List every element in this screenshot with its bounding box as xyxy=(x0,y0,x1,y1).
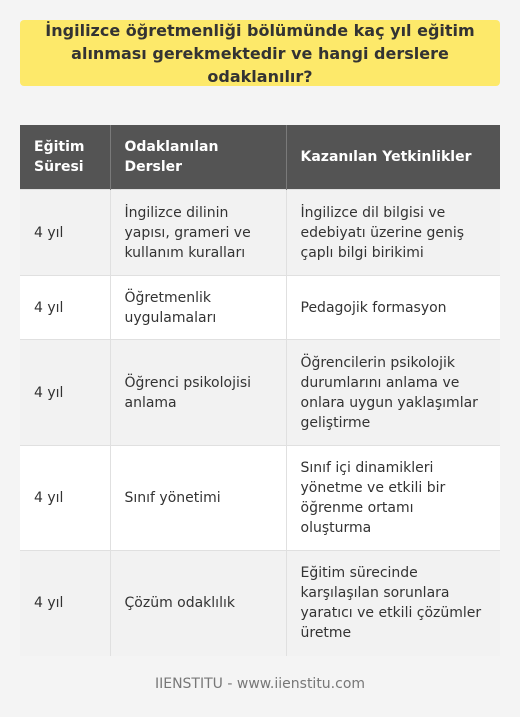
table-row xyxy=(20,190,500,276)
table-row xyxy=(20,340,500,446)
header-courses: Odaklanılan Dersler xyxy=(110,125,286,190)
cell-course: Sınıf yönetimi xyxy=(110,446,286,551)
table-row xyxy=(20,446,500,551)
table-row xyxy=(20,276,500,340)
cell-skill: Pedagojik formasyon xyxy=(286,276,500,340)
header-skills: Kazanılan Yetkinlikler xyxy=(286,125,500,190)
cell-duration: 4 yıl xyxy=(20,551,110,656)
cell-duration: 4 yıl xyxy=(20,276,110,340)
cell-duration: 4 yıl xyxy=(20,446,110,551)
cell-course: Çözüm odaklılık xyxy=(110,551,286,656)
education-table xyxy=(20,125,500,656)
cell-duration: 4 yıl xyxy=(20,190,110,276)
title-banner xyxy=(20,20,500,86)
cell-course: Öğretmenlik uygulamaları xyxy=(110,276,286,340)
page-title: İngilizce öğretmenliği bölümünde kaç yıl eğitim alınması gerekmektedir ve hangi derslere odaklanılır? xyxy=(45,20,475,86)
table-row xyxy=(20,551,500,656)
cell-skill: İngilizce dil bilgisi ve edebiyatı üzerine geniş çaplı bilgi birikimi xyxy=(286,190,500,276)
cell-duration: 4 yıl xyxy=(20,340,110,446)
cell-skill: Öğrencilerin psikolojik durumlarını anlama ve onlara uygun yaklaşımlar geliştirme xyxy=(286,340,500,446)
header-duration: Eğitim Süresi xyxy=(20,125,110,190)
table-header-row xyxy=(20,125,500,190)
cell-skill: Sınıf içi dinamikleri yönetme ve etkili bir öğrenme ortamı oluşturma xyxy=(286,446,500,551)
cell-course: İngilizce dilinin yapısı, grameri ve kullanım kuralları xyxy=(110,190,286,276)
cell-course: Öğrenci psikolojisi anlama xyxy=(110,340,286,446)
cell-skill: Eğitim sürecinde karşılaşılan sorunlara yaratıcı ve etkili çözümler üretme xyxy=(286,551,500,656)
footer-credit: IIENSTITU - www.iienstitu.com xyxy=(154,676,366,692)
